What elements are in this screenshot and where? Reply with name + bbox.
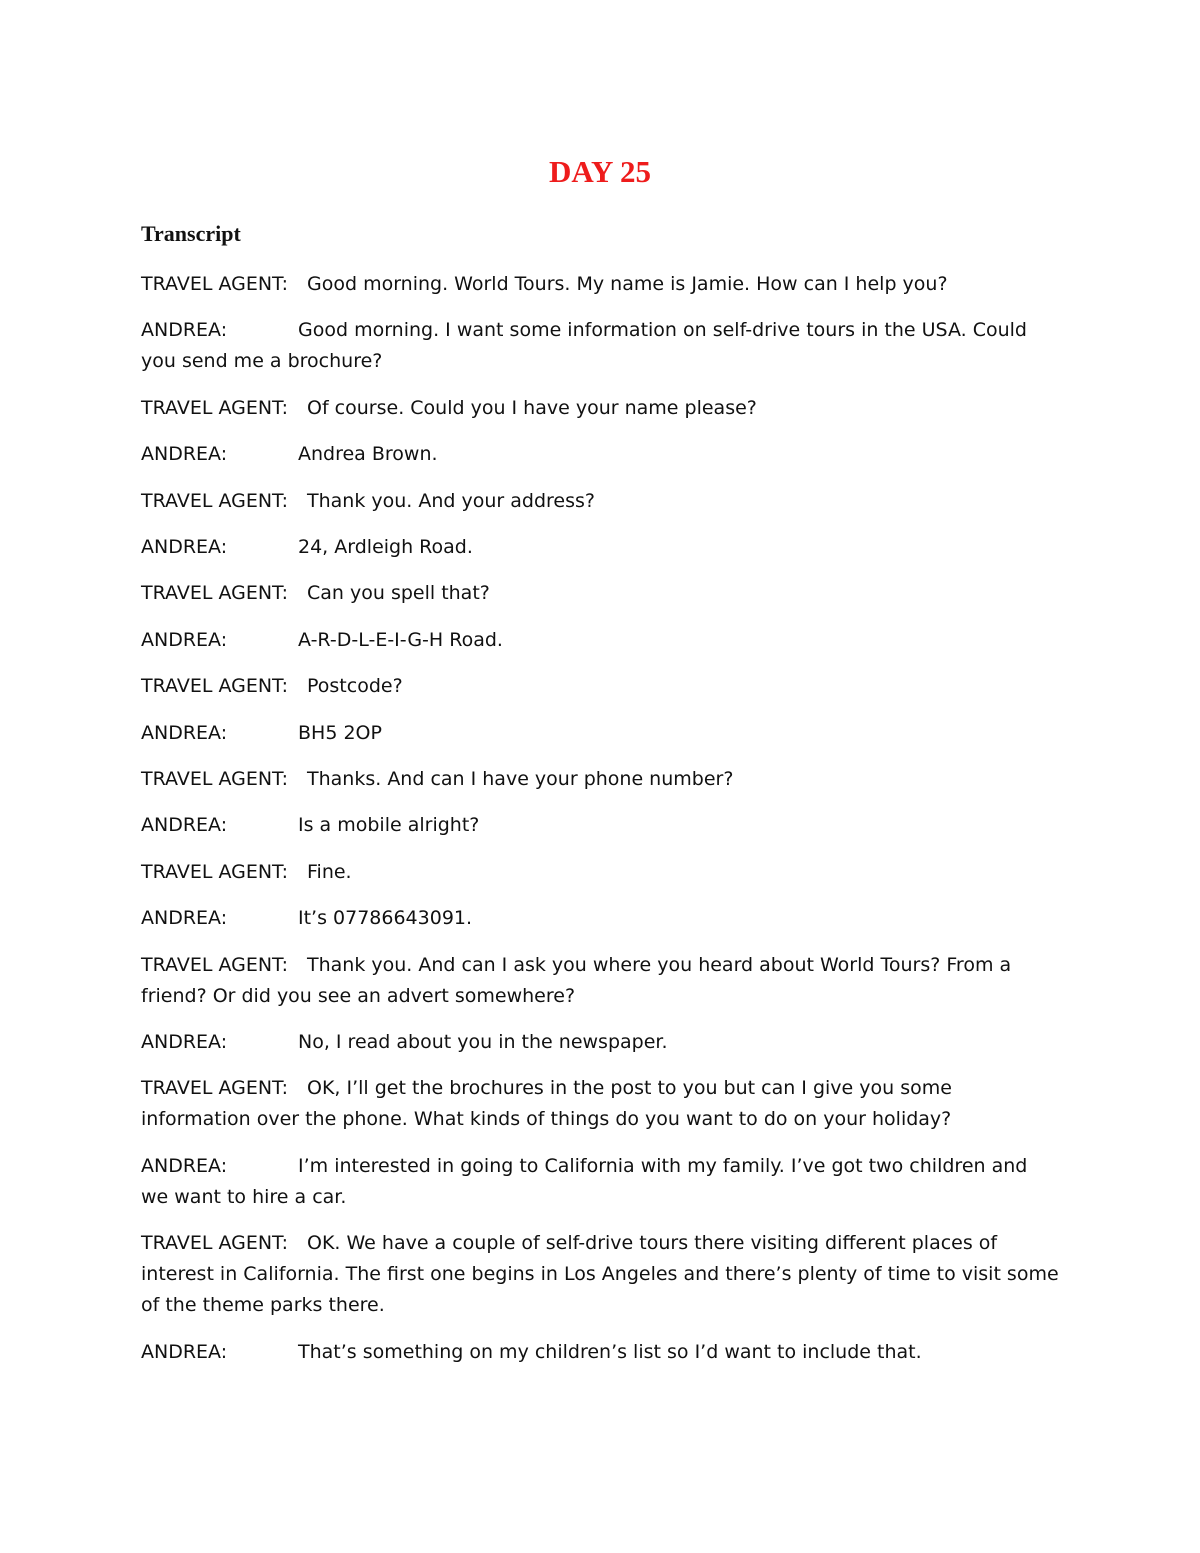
transcript-line — [141, 625, 1071, 656]
speaker-label: ANDREA: — [141, 628, 228, 651]
speaker-label: ANDREA: — [141, 1154, 228, 1177]
speaker-label: ANDREA: — [141, 319, 228, 342]
speaker-label: TRAVEL AGENT: — [141, 489, 288, 512]
line-text: BH5 2OP — [298, 721, 382, 744]
line-text-continued: interest in California. The first one begins in Los Angeles and there’s plenty of time to visit some — [141, 1263, 1059, 1286]
speaker-label: ANDREA: — [141, 443, 228, 466]
transcript-line — [141, 718, 1071, 749]
transcript-line — [141, 315, 1071, 346]
transcript-line — [141, 269, 1071, 300]
speaker-label: TRAVEL AGENT: — [141, 860, 288, 883]
line-text: Good morning. I want some information on self-drive tours in the USA. Could — [298, 319, 1027, 342]
line-text: I’m interested in going to California with my family. I’ve got two children and — [298, 1154, 1028, 1177]
transcript-line — [141, 486, 1071, 517]
speaker-label: ANDREA: — [141, 536, 228, 558]
transcript-line — [141, 439, 1071, 470]
page-title: DAY 25 — [549, 154, 651, 189]
line-text-continued: we want to hire a car. — [141, 1185, 347, 1208]
transcript-line — [141, 393, 1071, 424]
line-text: A-R-D-L-E-I-G-H Road. — [298, 628, 503, 651]
line-text: OK. We have a couple of self-drive tours there visiting different places of — [307, 1232, 998, 1255]
speaker-label: ANDREA: — [141, 1031, 228, 1053]
line-text: That’s something on my children’s list so I’d want to include that. — [298, 1340, 922, 1363]
section-heading: Transcript — [141, 221, 241, 246]
line-text: 24, Ardleigh Road. — [298, 536, 473, 558]
line-text: Andrea Brown. — [298, 443, 438, 466]
line-text: Thank you. And your address? — [307, 489, 595, 512]
transcript-line — [141, 532, 1071, 563]
line-text-continued: information over the phone. What kinds of things do you want to do on your holiday? — [141, 1108, 952, 1131]
line-text: Thank you. And can I ask you where you heard about World Tours? From a — [307, 953, 1012, 976]
line-text: Of course. Could you I have your name please? — [307, 396, 757, 419]
line-text: Postcode? — [307, 675, 403, 698]
transcript-line — [141, 1337, 1071, 1368]
speaker-label: TRAVEL AGENT: — [141, 675, 288, 698]
line-text: Can you spell that? — [307, 582, 490, 605]
transcript-line — [141, 903, 1071, 934]
line-text: Good morning. World Tours. My name is Jamie. How can I help you? — [307, 273, 948, 295]
speaker-label: TRAVEL AGENT: — [141, 582, 288, 605]
line-text: Thanks. And can I have your phone number? — [307, 768, 734, 790]
transcript-line — [141, 671, 1071, 702]
transcript-line — [141, 1151, 1071, 1182]
line-text-continued: friend? Or did you see an advert somewhere? — [141, 984, 576, 1007]
speaker-label: TRAVEL AGENT: — [141, 396, 288, 419]
line-text: No, I read about you in the newspaper. — [298, 1031, 668, 1053]
line-text: Is a mobile alright? — [298, 814, 480, 837]
transcript-line — [141, 950, 1071, 981]
speaker-label: ANDREA: — [141, 907, 228, 930]
transcript-line — [141, 1073, 1071, 1104]
speaker-label: TRAVEL AGENT: — [141, 953, 288, 976]
speaker-label: TRAVEL AGENT: — [141, 273, 288, 295]
line-text: OK, I’ll get the brochures in the post to you but can I give you some — [307, 1077, 952, 1100]
line-text: It’s 07786643091. — [298, 907, 473, 930]
transcript-line — [141, 764, 1071, 795]
line-text-continued: you send me a brochure? — [141, 350, 383, 373]
transcript-line — [141, 857, 1071, 888]
transcript-line — [141, 1228, 1071, 1259]
transcript-line — [141, 578, 1071, 609]
speaker-label: ANDREA: — [141, 1340, 228, 1363]
line-text-continued: of the theme parks there. — [141, 1294, 385, 1317]
speaker-label: TRAVEL AGENT: — [141, 1232, 288, 1255]
speaker-label: TRAVEL AGENT: — [141, 768, 288, 790]
line-text: Fine. — [307, 860, 352, 883]
speaker-label: ANDREA: — [141, 721, 228, 744]
transcript-line — [141, 1027, 1071, 1058]
speaker-label: TRAVEL AGENT: — [141, 1077, 288, 1100]
transcript-line — [141, 810, 1071, 841]
speaker-label: ANDREA: — [141, 814, 228, 837]
